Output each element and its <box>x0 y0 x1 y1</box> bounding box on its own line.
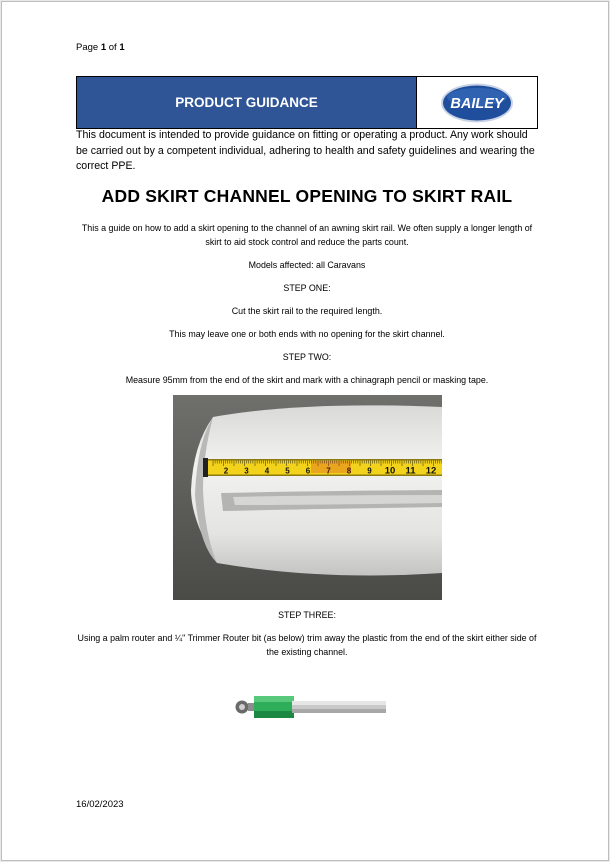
tape-measure <box>203 458 442 477</box>
header-banner <box>76 76 538 129</box>
tape-number: 2 <box>223 466 229 476</box>
step-one-text: Cut the skirt rail to the required length. <box>231 306 383 316</box>
document-date: 16/02/2023 <box>76 799 124 810</box>
step-one-label: STEP ONE: <box>283 283 331 293</box>
document-page <box>1 1 609 861</box>
document-heading: ADD SKIRT CHANNEL OPENING TO SKIRT RAIL <box>101 186 513 206</box>
tape-number: 10 <box>384 465 396 477</box>
trimmer-router-bit-image <box>230 691 386 721</box>
tape-number: 11 <box>405 465 416 477</box>
step-two-text: Measure 95mm from the end of the skirt and mark with a chinagraph pencil or masking tape. <box>125 375 489 385</box>
tape-number: 5 <box>285 466 290 476</box>
tape-number: 12 <box>425 465 437 477</box>
models-affected: Models affected: all Caravans <box>248 260 366 270</box>
page-number: Page 1 of 1 <box>76 42 125 53</box>
header-title: PRODUCT GUIDANCE <box>77 77 417 128</box>
tape-number: 7 <box>326 466 331 476</box>
tape-number: 9 <box>367 466 372 476</box>
step-one-note: This may leave one or both ends with no opening for the skirt channel. <box>169 329 445 339</box>
step-three-text: Using a palm router and ¼" Trimmer Router bit (as below) trim away the plastic from the end of the skirt either side of the existing channel. <box>77 633 537 658</box>
bailey-logo <box>417 77 537 128</box>
step-two-label: STEP TWO: <box>282 352 332 362</box>
tape-number: 3 <box>244 466 249 476</box>
logo-text: BAILEY <box>450 95 504 112</box>
tape-number: 6 <box>305 466 311 476</box>
step-three-label: STEP THREE: <box>278 610 336 620</box>
tape-number: 4 <box>264 466 270 476</box>
tape-number: 8 <box>346 466 352 476</box>
skirt-rail-measuring-photo <box>173 395 442 600</box>
intro-paragraph: This document is intended to provide guidance on fitting or operating a product. Any work should be carried out by a competent individual, adhering to health and safety guidelines and wearing the correct PPE. <box>76 129 535 173</box>
summary-paragraph: This a guide on how to add a skirt opening to the channel of an awning skirt rail. We often supply a longer length of skirt to aid stock control and reduce the parts count. <box>81 223 533 248</box>
